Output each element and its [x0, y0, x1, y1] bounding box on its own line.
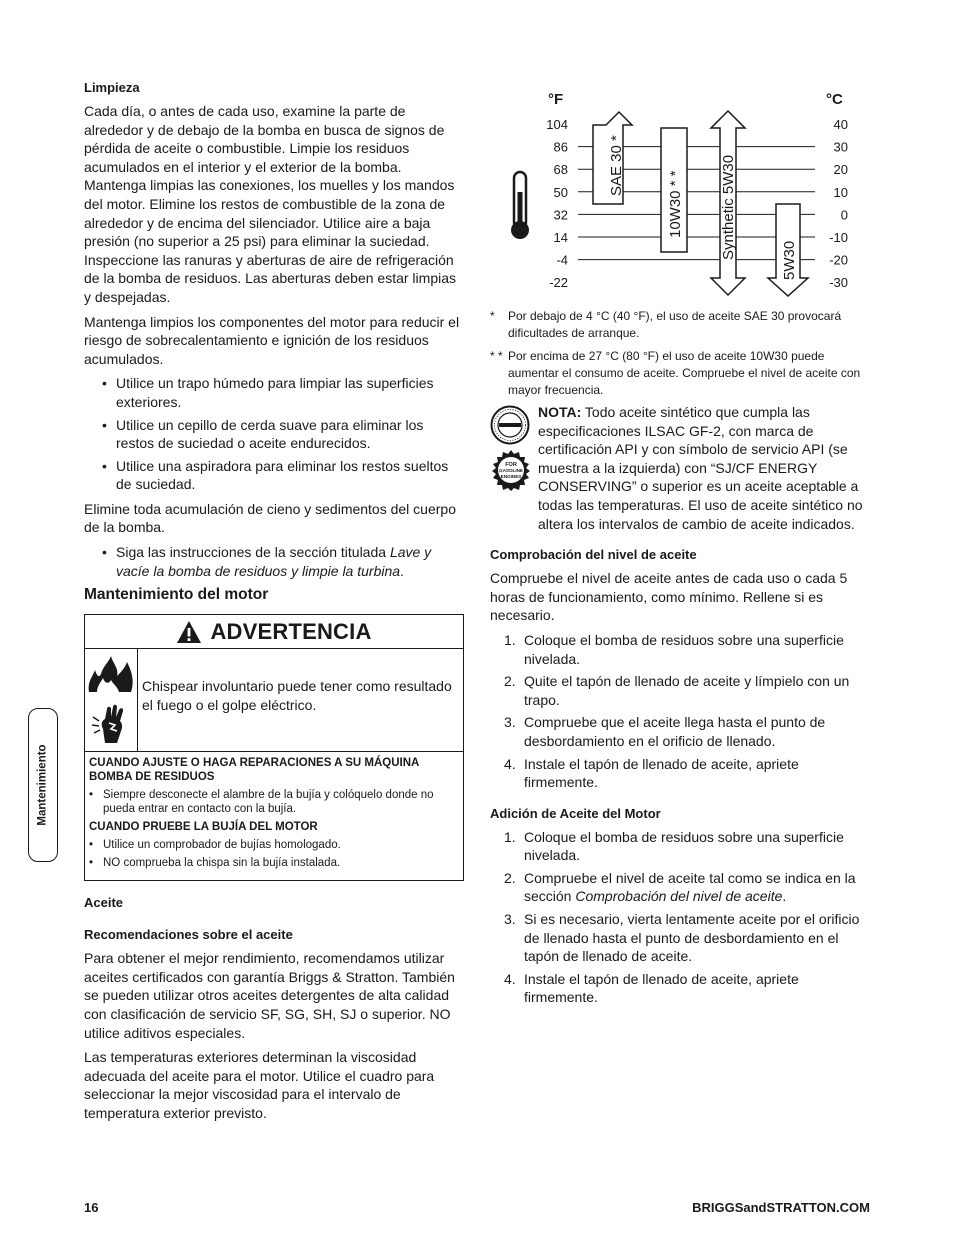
- limpieza-paragraph-2: Mantenga limpios los componentes del motor para reducir el riesgo de sobrecalentamiento e ignición de los residuos acumulados.: [84, 313, 460, 367]
- step-number: 3.: [504, 911, 516, 928]
- api-seals: [490, 403, 538, 533]
- seal-text-for: FOR: [505, 462, 517, 468]
- step-text: Quite el tapón de llenado de aceite y límpielo con un trapo.: [524, 673, 850, 708]
- footnote-text: Por encima de 27 °C (80 °F) el uso de aceite 10W30 puede aumentar el consumo de aceite. Compruebe el nivel de aceite con mayor frecuencia.: [508, 349, 861, 397]
- fahrenheit-tick-label: 86: [553, 139, 568, 155]
- electric-shock-icon: [89, 703, 133, 747]
- celsius-tick-label: 20: [833, 162, 848, 178]
- warning-title: ADVERTENCIA: [210, 618, 372, 644]
- 5w30-label: 5W30: [781, 240, 798, 280]
- warning-triangle-icon: [176, 620, 202, 644]
- viscosity-chart-svg: [490, 80, 868, 302]
- 10w30-label: 10W30 * *: [667, 170, 684, 238]
- list-item: [504, 970, 868, 1007]
- step-number: 4.: [504, 970, 516, 987]
- list-item: • Siempre desconecte el alambre de la bujía y colóquelo donde no pueda entrar en contacto con la bujía.: [89, 788, 459, 816]
- bullet-text-end: .: [400, 562, 404, 579]
- step-number: 2.: [504, 869, 516, 886]
- oil-level-check-steps: [490, 631, 868, 792]
- list-item: [504, 869, 868, 906]
- instruction-bullet-list: [84, 543, 464, 580]
- fahrenheit-ticks: [546, 117, 568, 290]
- sae30-label: SAE 30 *: [608, 135, 625, 196]
- celsius-ticks: [829, 117, 848, 290]
- synthetic-5w30-range-arrow: [711, 111, 745, 295]
- limpieza-paragraph-1: Cada día, o antes de cada uso, examine la parte de alrededor y de debajo de la bomba en busca de signos de pérdida de aceite o combustible. Limpie los residuos acumulados en el interior y el exterior de la bomba. Mantenga limpias las conexiones, los muelles y los mandos del motor. Elimine los restos de combustible de la zona de alrededor y de encima del silenciador. Utilice aire a baja presión (no superior a 25 psi) para eliminar la suciedad. Inspeccione las ranuras y aberturas de aire de refrigeración de la bomba de residuos. Las aberturas deben estar limpias y despejadas.: [84, 103, 456, 305]
- celsius-unit-label: °C: [826, 91, 843, 108]
- cleaning-bullet-list: [84, 374, 464, 494]
- step-text: Compruebe que el aceite llega hasta el punto de desbordamiento en el orificio de llenado.: [524, 714, 826, 749]
- warning-instructions: [85, 752, 463, 880]
- limpieza-heading: Limpieza: [84, 80, 140, 95]
- aceite-heading: Aceite: [84, 895, 124, 911]
- list-item: [100, 543, 464, 580]
- list-item: [504, 631, 868, 668]
- step-text: Si es necesario, vierta lentamente aceite por el orificio de llenado hasta el punto de desbordamiento en el tapón de llenado de aceite.: [524, 911, 860, 965]
- step-text: Coloque el bomba de residuos sobre una superficie nivelada.: [524, 828, 844, 864]
- oil-recommendations-paragraph-2: Las temperaturas exteriores determinan la viscosidad adecuada del aceite para el motor. Utilice el cuadro para seleccionar la mejor viscosidad para el intervalo de temperatura exterior previsto.: [84, 1049, 435, 1121]
- page-number: 16: [84, 1200, 99, 1215]
- right-column: [490, 80, 868, 1015]
- synthetic-oil-note: [490, 403, 868, 533]
- synthetic-5w30-label: Synthetic 5W30: [720, 154, 737, 260]
- warning-text: Chispear involuntario puede tener como resultado el fuego o el golpe eléctrico.: [142, 678, 452, 713]
- bullet-text: Siga las instrucciones de la sección titulada: [116, 544, 390, 561]
- left-column: [84, 80, 464, 1129]
- celsius-tick-label: -20: [829, 252, 848, 268]
- seal-text-engines: ENGINES: [500, 474, 522, 479]
- 5w30-range-arrow: [768, 204, 808, 296]
- celsius-tick-label: -10: [829, 230, 848, 245]
- celsius-tick-label: 0: [840, 207, 848, 223]
- section-side-tab: [28, 708, 58, 862]
- warning-box: [84, 614, 464, 881]
- motor-maintenance-heading: Mantenimiento del motor: [84, 586, 269, 604]
- fahrenheit-tick-label: -4: [556, 252, 568, 268]
- list-item: • Utilice una aspiradora para eliminar los restos sueltos de suciedad.: [100, 457, 464, 494]
- step-number: 1.: [504, 828, 516, 845]
- note-label: NOTA:: [538, 404, 582, 420]
- add-oil-heading: Adición de Aceite del Motor: [490, 805, 661, 821]
- celsius-tick-label: 40: [833, 117, 848, 132]
- celsius-tick-label: 10: [833, 184, 848, 200]
- footnote-marker: *: [490, 309, 495, 323]
- api-certification-mark-icon: [490, 449, 532, 491]
- fahrenheit-tick-label: 104: [546, 117, 568, 132]
- step-text: Compruebe el nivel de aceite tal como se indica en la sección: [524, 869, 856, 905]
- footnote-marker: * *: [490, 349, 503, 363]
- limpieza-paragraph-3: Elimine toda acumulación de cieno y sedimentos del cuerpo de la bomba.: [84, 500, 456, 536]
- list-item: [504, 828, 868, 865]
- 10w30-range-box: [661, 128, 687, 252]
- step-text-end: .: [782, 888, 787, 905]
- footnote-1: [490, 308, 868, 342]
- thermometer-icon: [511, 172, 529, 239]
- step-number: 1.: [504, 631, 516, 648]
- warning-list-1: [89, 788, 459, 816]
- seal-text-gasoline: GASOLINE: [499, 468, 523, 473]
- section-reference: Lave y vacíe la bomba de residuos y limpie la turbina: [116, 544, 432, 579]
- step-text: Instale el tapón de llenado de aceite, apriete firmemente.: [524, 755, 799, 791]
- celsius-tick-label: 30: [833, 139, 848, 155]
- fahrenheit-tick-label: 50: [553, 184, 568, 200]
- note-text: [538, 403, 868, 533]
- step-text: Coloque el bomba de residuos sobre una superficie nivelada.: [524, 631, 844, 667]
- oil-level-check-paragraph: Compruebe el nivel de aceite antes de cada uso o cada 5 horas de funcionamiento, como mínimo. Rellene si es necesario.: [490, 570, 848, 624]
- list-item: • NO comprueba la chispa sin la bujía instalada.: [89, 856, 459, 870]
- celsius-tick-label: -30: [829, 275, 848, 291]
- list-item: [504, 910, 868, 966]
- warning-icons: [85, 649, 138, 751]
- note-body: Todo aceite sintético que cumpla las especificaciones ILSAC GF-2, con marca de certificación API y con símbolo de servicio API (se muestra a la izquierda) con “SJ/CF ENERGY CONSERVING” o superior es un aceite aceptable a todas las temperaturas. El uso de aceite sintético no altera los intervalos de cambio de aceite indicados.: [538, 404, 863, 532]
- step-number: 4.: [504, 755, 516, 772]
- step-number: 3.: [504, 714, 516, 731]
- add-oil-steps: [490, 828, 868, 1007]
- section-reference: Comprobación del nivel de aceite: [575, 888, 783, 905]
- list-item: [504, 755, 868, 792]
- warning-body: [85, 649, 463, 752]
- warning-header: [85, 615, 463, 649]
- oil-level-check-heading: Comprobación del nivel de aceite: [490, 547, 697, 563]
- oil-viscosity-chart: [490, 80, 868, 302]
- warning-subheading-1: CUANDO AJUSTE O HAGA REPARACIONES A SU MÁQUINA BOMBA DE RESIDUOS: [89, 757, 419, 784]
- footnote-text: Por debajo de 4 °C (40 °F), el uso de aceite SAE 30 provocará dificultades de arranque.: [508, 309, 842, 340]
- sae30-range-arrow: [593, 112, 632, 204]
- side-tab-label: Mantenimiento: [37, 744, 50, 826]
- fahrenheit-unit-label: °F: [548, 91, 564, 108]
- fahrenheit-tick-label: 14: [553, 230, 568, 245]
- step-number: 2.: [504, 673, 516, 690]
- fahrenheit-tick-label: 68: [553, 162, 568, 178]
- list-item: • Utilice un cepillo de cerda suave para eliminar los restos de suciedad o aceite endurecidos.: [100, 416, 464, 453]
- list-item: • Utilice un trapo húmedo para limpiar las superficies exteriores.: [100, 374, 464, 411]
- list-item: [504, 672, 868, 709]
- warning-list-2: [89, 838, 459, 870]
- fahrenheit-tick-label: -22: [549, 275, 568, 291]
- footnote-2: [490, 348, 868, 399]
- website-url: BRIGGSandSTRATTON.COM: [692, 1200, 870, 1215]
- fahrenheit-tick-label: 32: [553, 207, 568, 223]
- api-service-symbol-icon: [490, 405, 530, 445]
- oil-recommendations-heading: Recomendaciones sobre el aceite: [84, 927, 293, 943]
- list-item: • Utilice un comprobador de bujías homologado.: [89, 838, 459, 852]
- fire-icon: [85, 654, 137, 694]
- oil-recommendations-paragraph-1: Para obtener el mejor rendimiento, recomendamos utilizar aceites certificados con garantía Briggs & Stratton. También se pueden utilizar otros aceites detergentes de alta calidad con clasificación de servicio SF, SG, SH, SJ o superior. NO utilice aditivos especiales.: [84, 950, 455, 1041]
- step-text: Instale el tapón de llenado de aceite, apriete firmemente.: [524, 970, 799, 1006]
- warning-subheading-2: CUANDO PRUEBE LA BUJÍA DEL MOTOR: [89, 821, 318, 834]
- list-item: [504, 713, 868, 750]
